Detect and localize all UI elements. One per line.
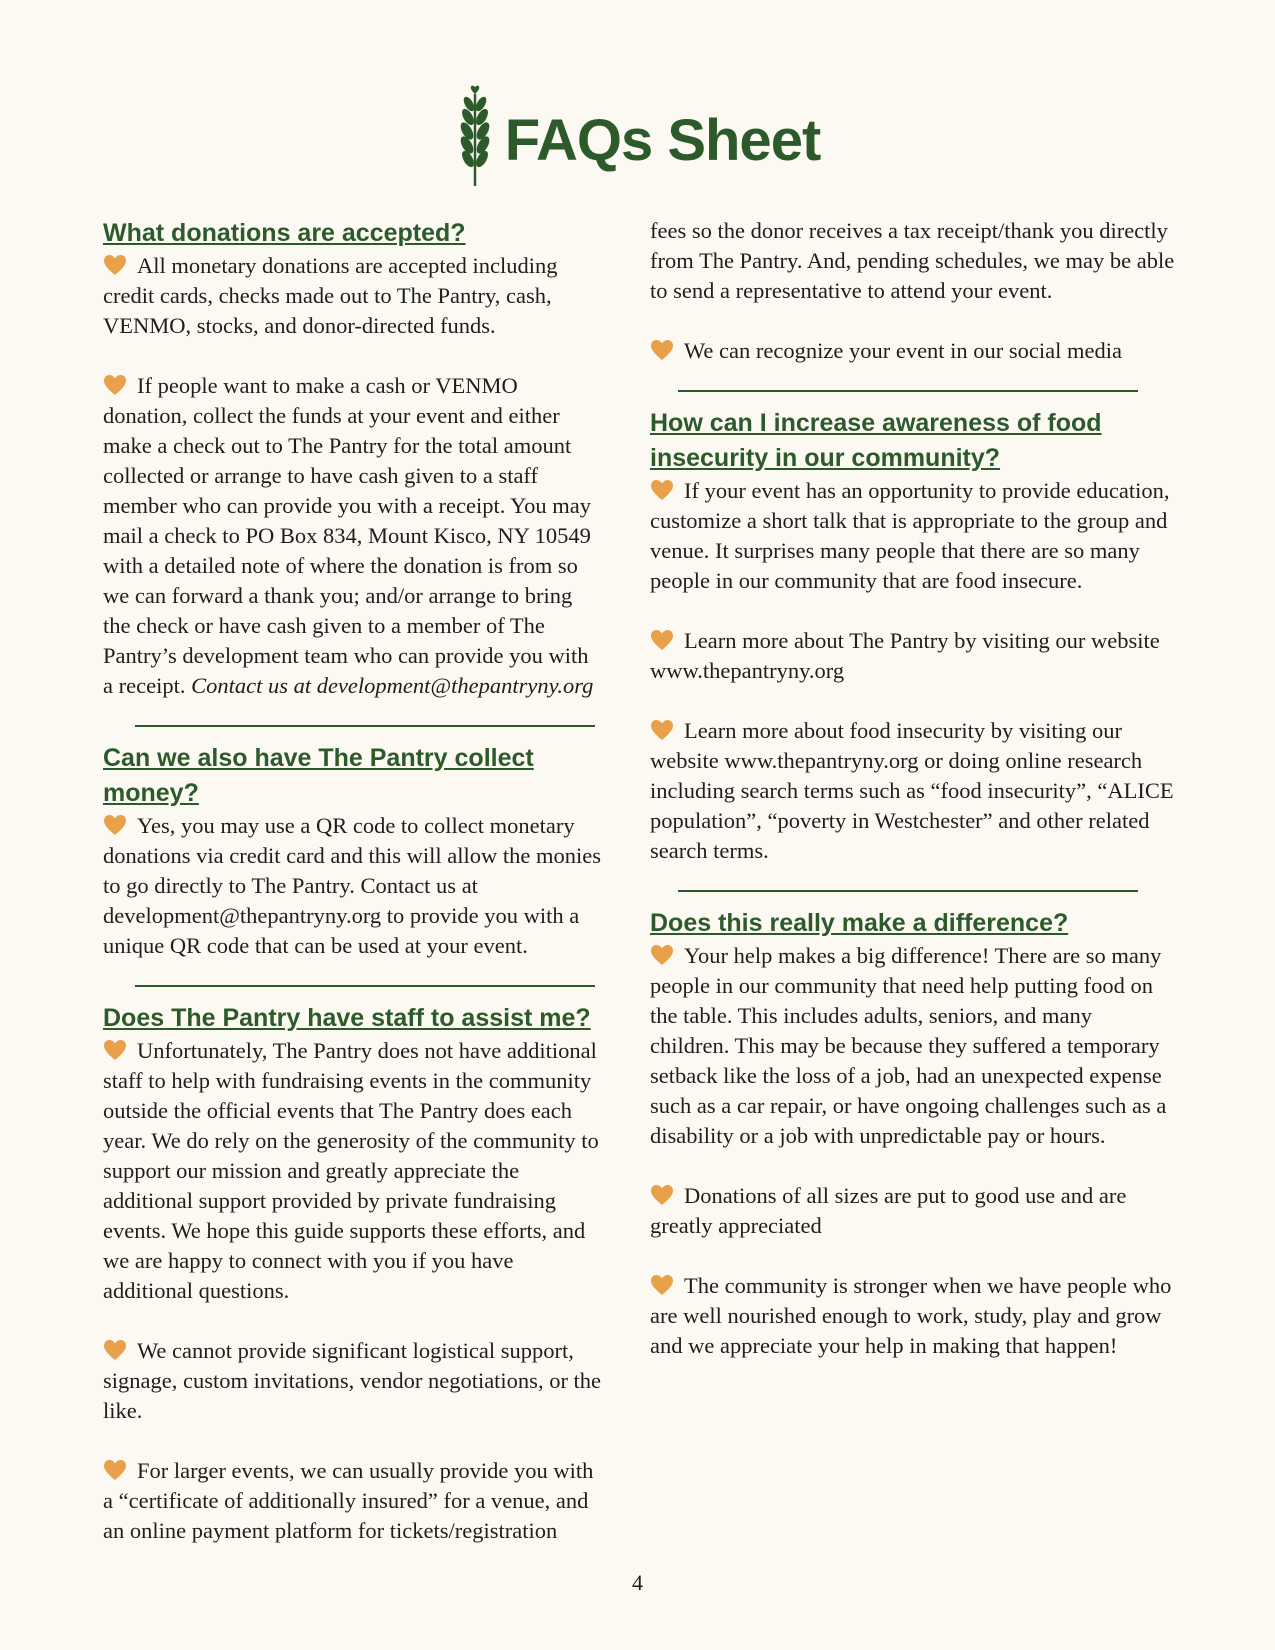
left-column — [103, 216, 603, 1546]
heart-bullet-icon — [650, 1184, 674, 1206]
question-heading: Does The Pantry have staff to assist me? — [103, 1004, 591, 1032]
heart-bullet-icon — [650, 1274, 674, 1296]
answer-paragraph: For larger events, we can usually provide you with a “certificate of additionally insured” for a venue, and an online payment platform for tickets/registration — [103, 1458, 594, 1543]
heart-bullet-icon — [103, 1039, 127, 1061]
heart-bullet-icon — [650, 944, 674, 966]
answer-paragraph: Unfortunately, The Pantry does not have additional staff to help with fundraising events in the community outside the official events that The Pantry does each year. We do rely on the generosity of the community to support our mission and greatly appreciate the additional support provided by private fundraising events. We hope this guide supports these efforts, and we are happy to connect with you if you have additional questions. — [103, 1038, 599, 1303]
heart-bullet-icon — [650, 479, 674, 501]
question-heading: What donations are accepted? — [103, 219, 466, 247]
page-number: 4 — [632, 1570, 643, 1595]
answer-paragraph: All monetary donations are accepted including credit cards, checks made out to The Pantry, cash, VENMO, stocks, and donor-directed funds. — [103, 253, 558, 338]
section-divider — [135, 725, 595, 727]
heart-bullet-icon — [103, 1339, 127, 1361]
answer-paragraph: The community is stronger when we have people who are well nourished enough to work, study, play and grow and we appreciate your help in making that happen! — [650, 1273, 1172, 1358]
contact-email-note: Contact us at development@thepantryny.org — [191, 673, 594, 698]
page-header — [0, 84, 1275, 188]
heart-bullet-icon — [103, 254, 127, 276]
section-divider — [135, 985, 595, 987]
right-column — [650, 216, 1175, 1361]
heart-bullet-icon — [103, 1459, 127, 1481]
page-title: FAQs Sheet — [504, 107, 821, 173]
section-divider — [678, 890, 1138, 892]
section-divider — [678, 390, 1138, 392]
question-heading: How can I increase awareness of food insecurity in our community? — [650, 409, 1102, 472]
question-heading: Does this really make a difference? — [650, 909, 1069, 937]
answer-paragraph: Learn more about The Pantry by visiting our website www.thepantryny.org — [650, 628, 1160, 683]
heart-bullet-icon — [103, 374, 127, 396]
heart-bullet-icon — [650, 719, 674, 741]
answer-paragraph: If your event has an opportunity to provide education, customize a short talk that is appropriate to the group and venue. It surprises many people that there are so many people in our community that are food insecure. — [650, 478, 1170, 593]
wheat-icon — [455, 84, 495, 188]
answer-paragraph: Donations of all sizes are put to good use and are greatly appreciated — [650, 1183, 1127, 1238]
heart-bullet-icon — [650, 339, 674, 361]
heart-bullet-icon — [103, 814, 127, 836]
answer-paragraph: fees so the donor receives a tax receipt/thank you directly from The Pantry. And, pending schedules, we may be able to send a representative to attend your event. — [650, 218, 1175, 303]
answer-paragraph: If people want to make a cash or VENMO donation, collect the funds at your event and either make a check out to The Pantry for the total amount collected or arrange to have cash given to a staff member who can provide you with a receipt. You may mail a check to PO Box 834, Mount Kisco, NY 10549 with a detailed note of where the donation is from so we can forward a thank you; and/or arrange to bring the check or have cash given to a member of The Pantry’s development team who can provide you with a receipt. Contact us at development@thepantryny.org — [103, 373, 594, 698]
answer-paragraph: Your help makes a big difference! There are so many people in our community that need help putting food on the table. This includes adults, seniors, and many children. This may be because they suffered a temporary setback like the loss of a job, had an unexpected expense such as a car repair, or have ongoing challenges such as a disability or a job with unpredictable pay or hours. — [650, 943, 1167, 1148]
question-heading: Can we also have The Pantry collect money? — [103, 744, 534, 807]
answer-paragraph: We can recognize your event in our social media — [650, 336, 1175, 366]
answer-paragraph: Yes, you may use a QR code to collect monetary donations via credit card and this will allow the monies to go directly to The Pantry. Contact us at development@thepantryny.org to provide you with a unique QR code that can be used at your event. — [103, 813, 602, 958]
answer-paragraph: Learn more about food insecurity by visiting our website www.thepantryny.org or doing online research including search terms such as “food insecurity”, “ALICE population”, “poverty in Westchester” and other related search terms. — [650, 718, 1174, 863]
heart-bullet-icon — [650, 629, 674, 651]
answer-paragraph: We cannot provide significant logistical support, signage, custom invitations, vendor negotiations, or the like. — [103, 1338, 602, 1423]
